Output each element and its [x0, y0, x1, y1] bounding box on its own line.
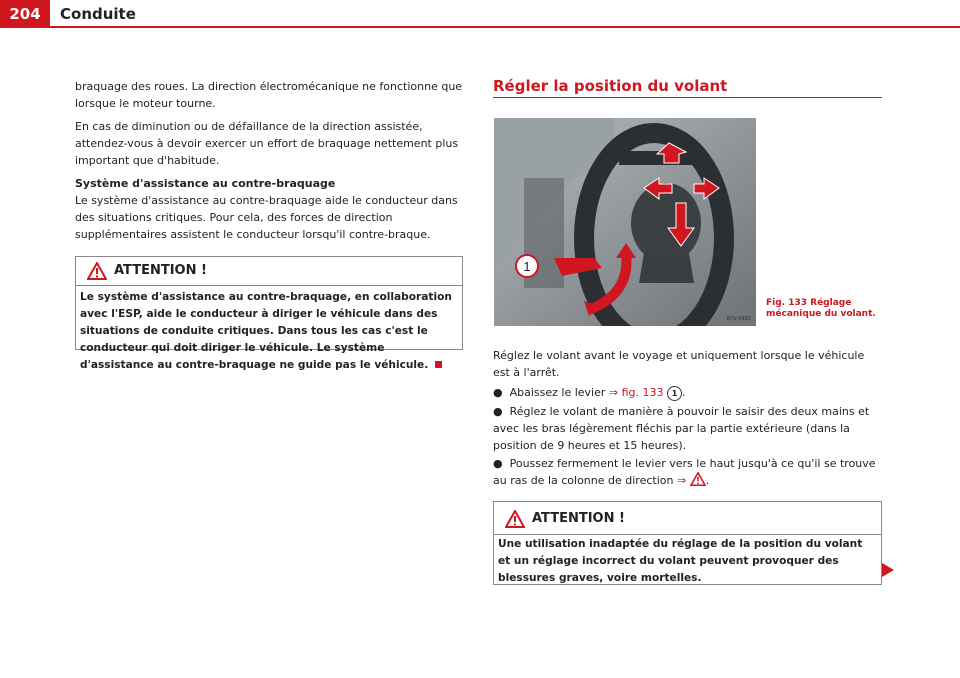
- bullet-marker: ●: [493, 457, 510, 470]
- warning-header: [494, 502, 881, 535]
- warning-reference-link[interactable]: ⇒: [676, 474, 687, 487]
- callout-badge: 1: [667, 386, 682, 401]
- bullet-marker: ●: [493, 405, 510, 418]
- paragraph-counter-steering: Le système d'assistance au contre-braquage aide le conducteur dans des situations critiques. Pour cela, des forces de direction supplémentaires assistent le conducteur lorsqu'il contre-braque.: [75, 194, 458, 241]
- warning-header: [76, 257, 462, 286]
- steering-wheel-figure: [494, 118, 756, 326]
- warning-text: Une utilisation inadaptée du réglage de la position du volant et un réglage incorrect du volant peuvent provoquer des blessures graves, voire mortelles.: [498, 538, 863, 584]
- bullet-push-lever: ● Poussez fermement le levier vers le haut jusqu'à ce qu'il se trouve au ras de la colonne de direction ⇒ .: [493, 457, 876, 487]
- warning-text: Le système d'assistance au contre-braquage, en collaboration avec l'ESP, aide le conducteur à diriger le véhicule dans des situations de conduite critiques. Dans tous les cas c'est le conducteur qui doit diriger le véhicule. Le système d'assistance au contre-braquage ne guide pas le véhicule.: [80, 291, 452, 371]
- warning-title: ATTENTION !: [532, 511, 625, 526]
- paragraph-continued: braquage des roues. La direction électromécanique ne fonctionne que lorsque le moteur tourne.: [75, 80, 463, 110]
- end-marker-icon: [435, 361, 442, 368]
- bullet-adjust-wheel: [493, 403, 883, 454]
- warning-box-counter-steering: [75, 256, 463, 371]
- figure-code: B7V-0482: [726, 316, 751, 322]
- figure-reference-link[interactable]: ⇒ fig. 133: [608, 386, 664, 399]
- warning-triangle-icon: [87, 262, 107, 280]
- paragraph-power-steering-failure: En cas de diminution ou de défaillance de la direction assistée, attendez-vous à devoir exercer un effort de braquage nettement plus important que d'habitude.: [75, 120, 459, 167]
- bullet-text: Abaissez le levier: [509, 386, 606, 399]
- warning-text-block: [80, 289, 456, 374]
- bullet-marker: ●: [493, 386, 510, 399]
- figure-callout-label: 1: [523, 259, 531, 274]
- warning-box-steering-adjust: [493, 501, 882, 585]
- header-rule: [0, 26, 960, 28]
- section-title: Régler la position du volant: [493, 77, 728, 95]
- warning-triangle-icon: [690, 472, 706, 486]
- bullet-lower-lever: ● Abaissez le levier ⇒ fig. 133 1 .: [493, 386, 686, 399]
- steering-wheel-illustration: [494, 118, 756, 326]
- warning-title: ATTENTION !: [114, 263, 207, 278]
- section-rule: [493, 97, 882, 98]
- next-page-arrow-icon: [882, 563, 894, 577]
- figure-caption: Fig. 133 Réglage mécanique du volant.: [766, 298, 876, 319]
- page-number: 204: [0, 0, 50, 28]
- bullet-text: Poussez fermement le levier vers le haut jusqu'à ce qu'il se trouve au ras de la colonne de direction: [493, 457, 876, 487]
- paragraph-adjust-intro: Réglez le volant avant le voyage et uniquement lorsque le véhicule est à l'arrêt.: [493, 349, 865, 379]
- chapter-title: Conduite: [60, 5, 136, 23]
- bullet-text: Réglez le volant de manière à pouvoir le saisir des deux mains et avec les bras légèrement fléchis par la partie extérieure (dans la position de 9 heures et 15 heures).: [493, 405, 870, 452]
- subheading-counter-steering: Système d'assistance au contre-braquage: [75, 177, 336, 190]
- warning-triangle-icon: [505, 510, 525, 528]
